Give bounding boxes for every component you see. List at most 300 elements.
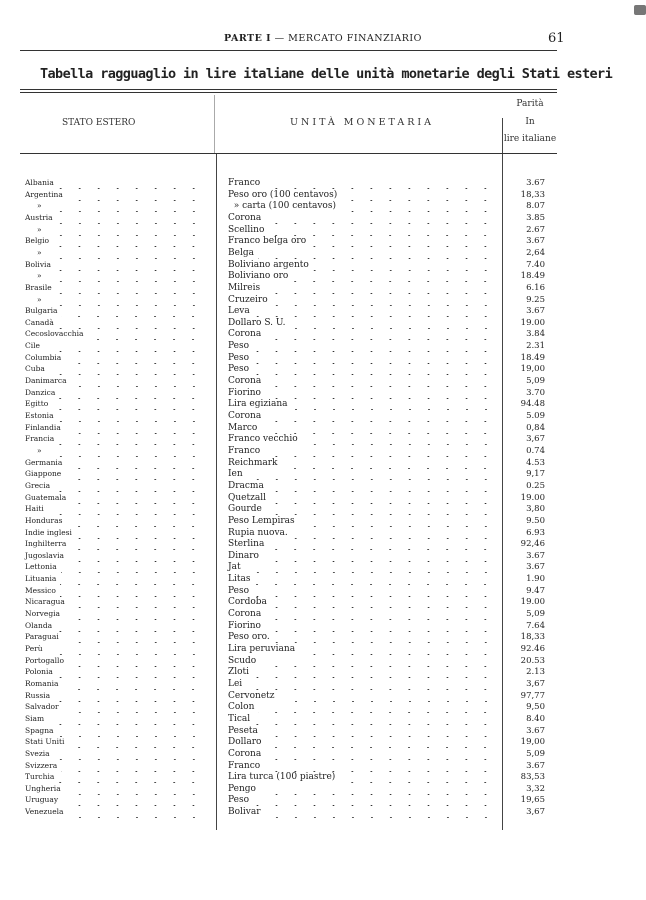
running-header-section: — MERCATO FINANZIARIO [271,33,422,44]
stato-cell [25,422,203,434]
parita-value: 5.09 [526,411,545,421]
dot-leader [46,247,203,259]
stato-cell [25,433,203,445]
stato-cell [25,445,203,457]
unita-cell [228,643,495,655]
parita-value: 97,77 [520,690,545,701]
unita-cell [228,352,495,364]
unita-name: Franco belga oro [228,236,307,247]
unita-name: Peseta [228,725,258,736]
column-header-parita-2: In [525,117,535,127]
unita-name: Cervonetz [228,690,275,701]
table-row [0,725,646,737]
table-title: Tabella ragguaglio in lire italiane delle unità monetarie degli Stati esteri [40,66,613,82]
stato-cell [25,550,203,562]
unita-name: Corona [228,748,262,759]
stato-cell [25,305,203,317]
dot-leader [54,480,203,492]
stato-cell [25,492,203,504]
parita-value: 3.67 [526,760,545,771]
unita-cell [228,596,495,608]
stato-cell [25,457,203,469]
stato-name: Spagna [25,725,54,735]
parita-value: 3,67 [526,678,545,689]
stato-name: Inghilterra [25,539,67,549]
unita-name: Fiorino [228,620,261,631]
stato-cell [25,200,203,212]
column-header-stato: STATO ESTERO [62,118,136,128]
stato-cell [25,212,203,224]
unita-name: Peso [228,352,250,363]
stato-name: Cile [25,341,40,351]
dot-leader [76,527,203,539]
parita-value: 3.67 [526,562,545,573]
dot-leader [48,713,203,725]
stato-name: Haiti [25,504,44,514]
dot-leader [270,492,495,504]
parita-value: 3,67 [526,807,545,818]
unita-cell [228,713,495,725]
table-row [0,538,646,550]
parita-value: 9.25 [526,294,545,305]
parita-value: 3.85 [526,212,545,223]
unita-cell [228,200,495,212]
dot-leader [62,678,203,690]
table-row [0,503,646,515]
stato-name: » [37,271,42,281]
unita-cell [228,212,495,224]
unita-cell [228,550,495,562]
dot-leader [292,398,496,410]
table-row [0,363,646,375]
column-divider [214,95,215,153]
stato-cell [25,282,203,294]
stato-cell [25,527,203,539]
dot-leader [71,375,203,387]
column-header-unita: UNITÀ MONETARIA [290,117,434,128]
dot-leader [65,783,203,795]
stato-name: Danzica [25,387,56,397]
dot-leader [58,433,203,445]
dot-leader [64,608,203,620]
stato-cell [25,259,203,271]
unita-cell [228,771,495,783]
stato-cell [25,224,203,236]
parita-value: 6.16 [526,282,545,293]
dot-leader [66,457,203,469]
stato-cell [25,189,203,201]
dot-leader [68,736,203,748]
unita-cell [228,328,495,340]
dot-leader [264,445,495,457]
stato-name: Albania [25,178,54,187]
stato-name: Finlandia [25,422,61,432]
dot-leader [54,748,203,760]
stato-name: Svizzera [25,760,58,770]
dot-leader [268,538,495,550]
stato-name: » [37,247,42,257]
unita-name: Peso [228,585,250,596]
dot-leader [61,561,203,573]
dot-leader [339,771,495,783]
unita-name: Corona [228,329,262,340]
unita-cell [228,177,495,189]
table-row [0,445,646,457]
table-row [0,666,646,678]
unita-cell [228,783,495,795]
stato-name: Stati Uniti [25,737,65,747]
dot-leader [299,643,495,655]
stato-name: Messico [25,585,56,595]
parita-value: 8.40 [526,713,545,724]
dot-leader [58,725,203,737]
dot-leader [253,666,495,678]
unita-cell [228,561,495,573]
table-row [0,713,646,725]
parita-value: 3.67 [526,236,545,247]
dot-leader [265,375,495,387]
table-row [0,212,646,224]
stato-cell [25,573,203,585]
stato-cell [25,783,203,795]
dot-leader [246,678,495,690]
unita-cell [228,247,495,259]
dot-leader [253,585,495,597]
unita-name: Lira egiziana [228,399,288,410]
dot-leader [44,340,203,352]
stato-cell [25,363,203,375]
dot-leader [48,503,203,515]
stato-name: Bolivia [25,259,51,269]
table-row [0,527,646,539]
dot-leader [292,270,495,282]
stato-name: Venezuela [25,807,64,817]
dot-leader [261,422,495,434]
parita-value: 0.74 [526,445,545,456]
unita-cell [228,666,495,678]
parita-value: 3.67 [526,306,545,317]
dot-leader [271,596,495,608]
stato-cell [25,328,203,340]
dot-leader [265,806,495,818]
table-row [0,492,646,504]
dot-leader [260,655,495,667]
dot-leader [313,259,495,271]
table-row [0,760,646,772]
unita-name: Cruzeiro [228,294,268,305]
table-row [0,398,646,410]
dot-leader [247,468,495,480]
unita-cell [228,189,495,201]
dot-leader [58,317,203,329]
dot-leader [59,387,203,399]
unita-cell [228,340,495,352]
stato-cell [25,771,203,783]
stato-name: Turchia [25,772,55,782]
stato-cell [25,410,203,422]
stato-name: Cuba [25,364,45,374]
stato-cell [25,177,203,189]
stato-cell [25,620,203,632]
stato-name: Belgio [25,236,50,246]
stato-cell [25,736,203,748]
table-row [0,259,646,271]
stato-cell [25,748,203,760]
dot-leader [265,608,495,620]
dot-leader [341,189,495,201]
stato-cell [25,666,203,678]
stato-name: » [37,201,42,211]
stato-name: Guatemala [25,492,67,502]
parita-value: 3.67 [526,178,545,188]
stato-name: Austria [25,212,53,222]
unita-name: Bolivar [228,807,261,818]
unita-name: Dollaro [228,737,262,748]
dot-leader [70,538,203,550]
parita-value: 18.49 [520,271,545,282]
unita-name: Franco [228,178,261,188]
unita-name: Peso [228,364,250,375]
stato-cell [25,352,203,364]
stato-cell [25,760,203,772]
unita-cell [228,760,495,772]
unita-cell [228,445,495,457]
stato-name: Grecia [25,480,51,490]
column-header-parita-1: Parità [516,99,544,109]
parita-value: 2.13 [526,667,545,678]
dot-leader [254,713,495,725]
table-row [0,294,646,306]
unita-name: Tical [228,713,251,724]
dot-leader [265,748,495,760]
stato-name: Russia [25,690,51,700]
parita-value: 18,33 [520,189,545,200]
table-row [0,352,646,364]
table-row [0,643,646,655]
parita-value: 5,09 [526,748,545,759]
table-row [0,305,646,317]
unita-name: Fiorino [228,387,261,398]
dot-leader [258,701,495,713]
table-row [0,387,646,399]
stato-cell [25,375,203,387]
unita-cell [228,294,495,306]
stato-name: Indie inglesi [25,527,72,537]
dot-leader [87,328,203,340]
unita-cell [228,398,495,410]
dot-leader [65,468,203,480]
unita-cell [228,701,495,713]
unita-name: Peso oro (100 centavos) [228,189,338,200]
stato-cell [25,806,203,818]
parita-value: 0,84 [526,422,545,433]
stato-cell [25,596,203,608]
dot-leader [253,352,495,364]
dot-leader [253,794,495,806]
unita-name: Corona [228,376,262,387]
unita-name: Peso [228,795,250,806]
parita-value: 9,50 [526,702,545,713]
dot-leader [262,725,495,737]
stato-name: » [37,224,42,234]
table-row [0,457,646,469]
dot-leader [299,515,495,527]
dot-leader [292,527,495,539]
unita-cell [228,573,495,585]
unita-cell [228,655,495,667]
unita-name: Dracma [228,480,264,491]
table-row [0,468,646,480]
header-rule [20,50,557,51]
unita-name: Belga [228,247,254,258]
parita-value: 18,33 [520,632,545,643]
unita-name: Lira turca (100 piastre) [228,772,336,783]
unita-cell [228,410,495,422]
stato-name: » [37,294,42,304]
table-row [0,480,646,492]
stato-name: Uruguay [25,795,59,805]
unita-cell [228,794,495,806]
unita-cell [228,305,495,317]
dot-leader [265,387,495,399]
stato-name: Brasile [25,282,52,292]
parita-value: 92.46 [520,644,545,654]
dot-leader [272,294,495,306]
parita-value: 9,17 [526,469,545,480]
stato-name: Francia [25,434,55,444]
stato-name: Columbia [25,352,62,362]
dot-leader [47,643,203,655]
stato-name: Polonia [25,667,53,677]
parita-value: 18.49 [520,352,545,363]
unita-name: Peso [228,341,250,352]
dot-leader [46,200,203,212]
dot-leader [65,422,203,434]
dot-leader [66,515,203,527]
dot-leader [264,282,495,294]
table-row [0,177,646,189]
dot-leader [49,363,203,375]
dot-leader [46,294,203,306]
unita-cell [228,620,495,632]
parita-value: 3.67 [526,550,545,561]
table-row [0,655,646,667]
unita-name: Leva [228,306,250,317]
stato-name: » [37,445,42,455]
unita-name: Gourde [228,504,262,515]
stato-cell [25,270,203,282]
table-row [0,678,646,690]
table-row [0,340,646,352]
parita-value: 2,64 [526,247,545,258]
stato-cell [25,398,203,410]
table-row [0,515,646,527]
stato-cell [25,701,203,713]
parita-value: 9.47 [526,585,545,596]
dot-leader [53,235,203,247]
table-row [0,433,646,445]
unita-cell [228,725,495,737]
page-number: 61 [548,31,565,46]
table-row [0,585,646,597]
stato-name: Lettonia [25,562,57,572]
table-row [0,410,646,422]
stato-name: Perù [25,644,43,653]
dot-leader [61,305,203,317]
table-row [0,771,646,783]
dot-leader [266,503,495,515]
stato-name: Honduras [25,515,63,525]
table-row [0,736,646,748]
stato-cell [25,503,203,515]
stato-name: Nicaragua [25,597,65,607]
parita-value: 3.84 [526,329,545,340]
dot-leader [52,398,203,410]
dot-leader [281,457,495,469]
parita-value: 19,00 [520,364,545,375]
dot-leader [254,573,495,585]
dot-leader [46,224,203,236]
unita-name: Sterlina [228,539,265,550]
unita-cell [228,282,495,294]
dot-leader [260,783,495,795]
stato-cell [25,585,203,597]
stato-name: Romania [25,678,59,688]
dot-leader [63,631,203,643]
unita-name: Boliviano oro [228,271,289,282]
table-row [0,748,646,760]
table-row [0,561,646,573]
table-row [0,620,646,632]
unita-name: Franco vecchio [228,434,298,445]
table-row [0,608,646,620]
dot-leader [290,317,495,329]
unita-name: Rupia nuova. [228,527,288,538]
stato-cell [25,235,203,247]
table-row [0,701,646,713]
dot-leader [340,200,495,212]
dot-leader [265,212,495,224]
dot-leader [65,352,203,364]
unita-name: Lei [228,678,243,689]
parita-value: 3,32 [526,783,545,794]
unita-name: Lira peruviana [228,644,296,654]
dot-leader [58,177,203,189]
dot-leader [60,585,203,597]
stato-cell [25,340,203,352]
parita-value: 5,09 [526,376,545,387]
dot-leader [265,410,495,422]
parita-value: 1.90 [526,574,545,585]
dot-leader [253,340,495,352]
parita-value: 94.48 [520,399,545,410]
parita-value: 8.07 [526,201,545,212]
table-row [0,794,646,806]
dot-leader [263,550,495,562]
parita-value: 7.40 [526,259,545,270]
unita-name: Jat [228,562,241,573]
stato-cell [25,713,203,725]
dot-leader [254,305,495,317]
unita-name: Quetzall [228,492,266,503]
stato-cell [25,294,203,306]
parita-value: 2.31 [526,341,545,352]
dot-leader [253,363,495,375]
column-divider [502,118,503,153]
parita-value: 5,09 [526,609,545,620]
unita-cell [228,422,495,434]
dot-leader [56,282,203,294]
